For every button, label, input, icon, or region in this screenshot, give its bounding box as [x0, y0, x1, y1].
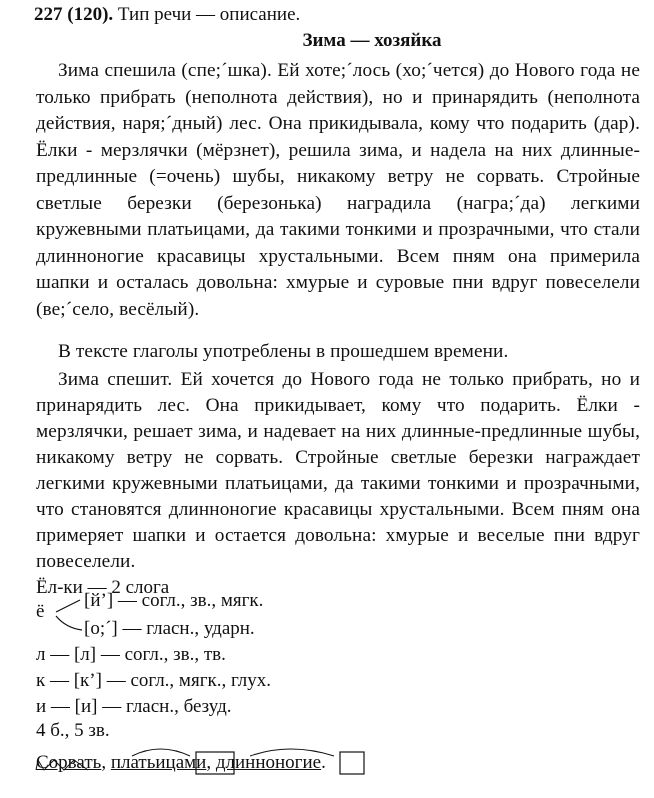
letter-yo: ё [36, 601, 45, 622]
letter-l-analysis: л — [л] — согл., зв., тв. [36, 644, 226, 665]
paragraph-rewritten: Зима спешит. Ей хочется до Нового года не только прибрать, но и принарядить лес. Она прикидывает, кому что подарить. Ёлки - мерзлячки, решает зима, и надевает на них длинные-предлинные шубы, никакому ветру не сорвать. Стройные светлые березки награждает легкими кружевными платьицами, да такими тонкими и прозрачными, что становятся длинноногие красавицы хрустальными. Всем пням она примеряет шапки и остается довольна: хмурые и веселые пни вдруг повеселели. [36, 369, 640, 572]
paragraph-note: В тексте глаголы употреблены в прошедшем времени. [58, 341, 509, 362]
word-dlinnonogie: длинноногие [215, 752, 322, 773]
yo-sound-1: [й’] — согл., зв., мягк. [84, 590, 264, 611]
exercise-number: 227 (120). [34, 4, 114, 25]
morpheme-words: Сорвать, платьицами, длинноногие. [36, 752, 326, 773]
letter-k-analysis: к — [к’] — согл., мягк., глух. [36, 670, 272, 691]
word-sorvat: Сорвать [36, 752, 102, 773]
text-title: Зима — хозяйка [302, 30, 442, 51]
paragraph-original: Зима спешила (спе;´шка). Ей хоте;´лось (хо;´чется) до Нового года не только прибрать (неполнота действия), но и принарядить (неполнота действия, наря;´дный) лес. Она прикидывала, кому что подарить (дар). Ёлки - мерзлячки (мёрзнет), решила зима, и надела на них длинные-предлинные (=очень) шубы, никакому ветру не сорвать. Стройные светлые березки (березонька) наградила (награ;´да) легкими кружевными платьицами, да такими тонкими и прозрачными, что стали длинноногие красавицы хрустальными. Всем пням она примерила шапки и осталась довольна: хмурые и суровые пни вдруг повеселели (ве;´село, весёлый). [36, 60, 640, 320]
syllable-division: Ёл-ки — 2 слога [36, 577, 170, 598]
exercise-header [34, 4, 300, 26]
letter-sound-summary: 4 б., 5 зв. [36, 720, 110, 741]
word-platitsami: платьицами [110, 752, 207, 773]
exercise-subtitle: Тип речи — описание. [117, 4, 301, 25]
yo-sound-2: [о;´] — гласн., ударн. [84, 618, 255, 639]
letter-i-analysis: и — [и] — гласн., безуд. [36, 696, 232, 717]
